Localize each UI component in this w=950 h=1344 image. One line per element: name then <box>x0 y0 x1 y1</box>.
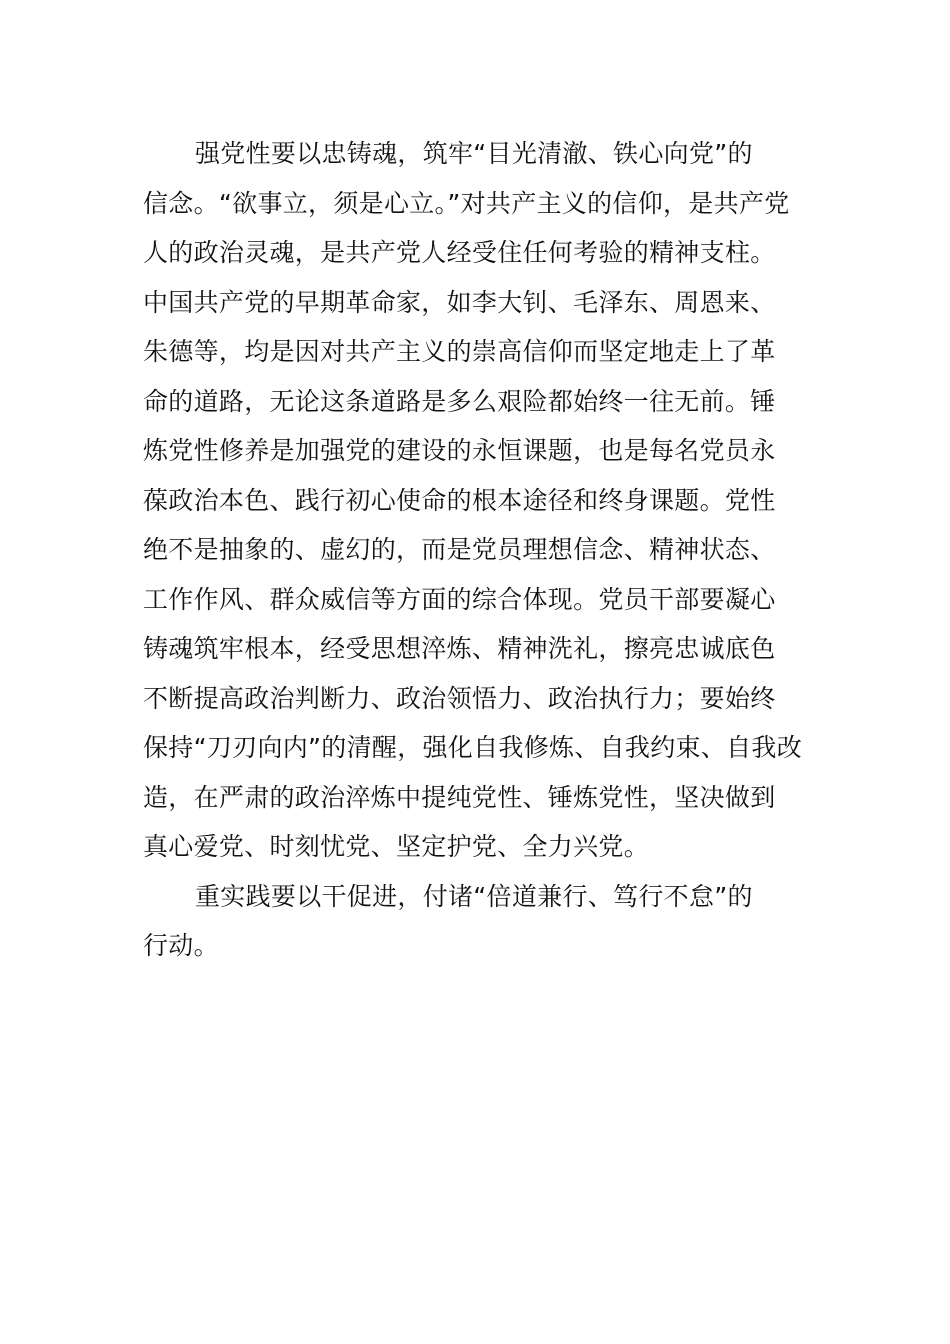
paragraph-loyalty <box>143 129 813 872</box>
text-line: 命的道路，无论这条道路是多么艰险都始终一往无前。锤 <box>143 386 776 416</box>
text-line: 人的政治灵魂，是共产党人经受住任何考验的精神支柱。 <box>143 238 776 267</box>
text-line: 炼党性修养是加强党的建设的永恒课题，也是每名党员永 <box>143 436 776 465</box>
text-line: 强党性要以忠铸魂，筑牢“目光清澈、铁心向党”的 <box>195 139 753 168</box>
text-line: 造，在严肃的政治淬炼中提纯党性、锤炼党性，坚决做到 <box>143 782 776 812</box>
text-line: 葆政治本色、践行初心使命的根本途径和终身课题。党性 <box>143 485 776 515</box>
text-line: 朱德等，均是因对共产主义的崇高信仰而坚定地走上了革 <box>143 337 776 366</box>
paragraph-practice <box>143 872 813 971</box>
text-line: 信念。“欲事立，须是心立。”对共产主义的信仰，是共产党 <box>143 188 790 218</box>
text-line: 中国共产党的早期革命家，如李大钊、毛泽东、周恩来、 <box>143 287 776 317</box>
body-text <box>143 129 813 971</box>
text-line: 绝不是抽象的、虚幻的，而是党员理想信念、精神状态、 <box>143 535 776 564</box>
text-line: 真心爱党、时刻忧党、坚定护党、全力兴党。 <box>143 832 650 861</box>
text-line: 保持“刀刃向内”的清醒，强化自我修炼、自我约束、自我改 <box>143 733 803 762</box>
text-line: 行动。 <box>143 931 219 960</box>
text-line: 工作作风、群众威信等方面的综合体现。党员干部要凝心 <box>143 584 776 614</box>
text-line: 铸魂筑牢根本，经受思想淬炼、精神洗礼，擦亮忠诚底色 <box>143 634 776 663</box>
text-line: 不断提高政治判断力、政治领悟力、政治执行力；要始终 <box>143 683 776 713</box>
text-line: 重实践要以干促进，付诸“倍道兼行、笃行不怠”的 <box>195 881 753 911</box>
